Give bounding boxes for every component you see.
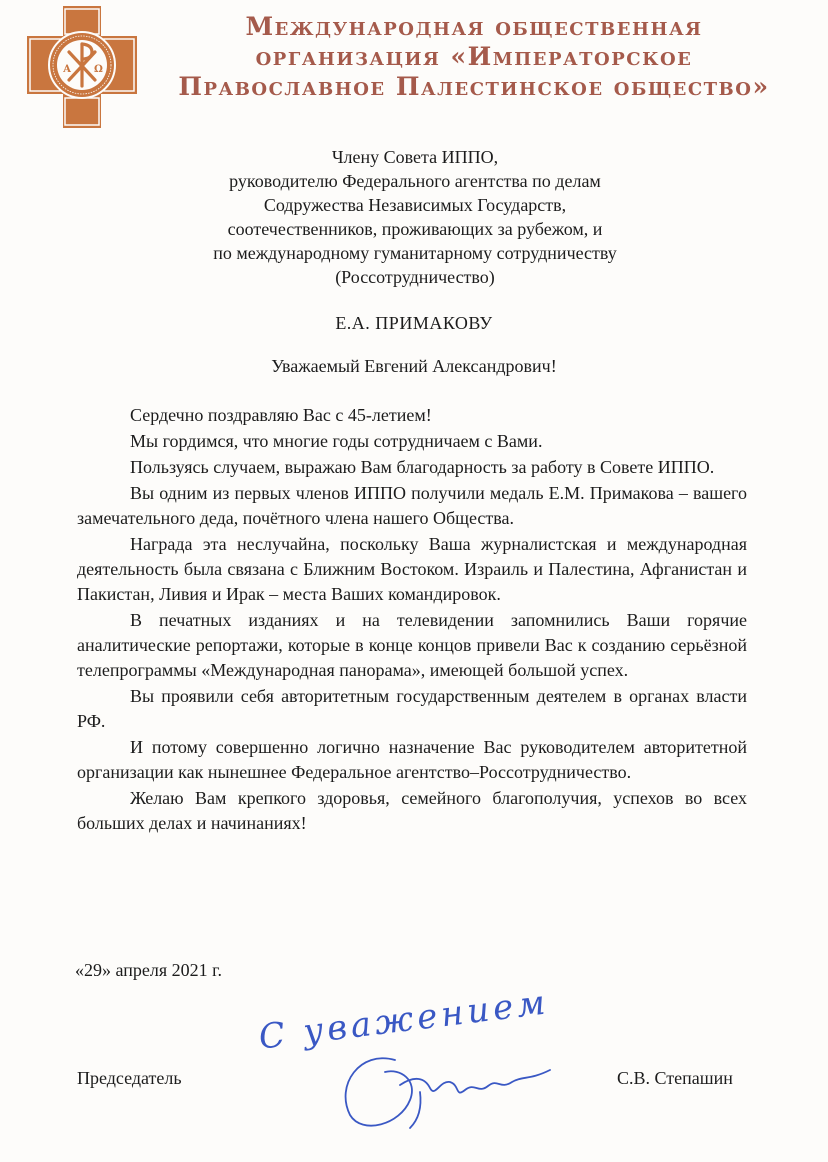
addressee-block	[120, 145, 710, 289]
body-paragraph: Желаю Вам крепкого здоровья, семейного благополучия, успехов во всех больших делах и начинаниях!	[77, 788, 747, 833]
recipient-name: Е.А. ПРИМАКОВУ	[335, 313, 493, 333]
org-title-line-2: организация «Императорское	[255, 42, 693, 71]
handwritten-regards: С уважением	[256, 982, 552, 1058]
signatory-name: С.В. Степашин	[617, 1068, 733, 1088]
body-paragraph: В печатных изданиях и на телевидении запомнились Ваши горячие аналитические репортажи, которые в конце концов привели Вас к созданию серьёзной телепрограммы «Международная панорама», имеющей большой успех.	[77, 610, 747, 680]
omega-letter: Ω	[94, 64, 103, 75]
letter-date: «29» апреля 2021 г.	[75, 960, 222, 980]
addressee-line: (Россотрудничество)	[335, 267, 495, 287]
signatory-position: Председатель	[77, 1068, 182, 1088]
body-paragraph: И потому совершенно логично назначение Вас руководителем авторитетной организации как нынешнее Федеральное агентство–Россотрудничество.	[77, 737, 747, 782]
body-paragraph: Награда эта неслучайна, поскольку Ваша журналистская и международная деятельность была связана с Ближним Востоком. Израиль и Палестина, Афганистан и Пакистан, Ливия и Ирак – места Ваших командировок.	[77, 534, 747, 604]
organization-title	[170, 12, 778, 102]
body-paragraph: Мы гордимся, что многие годы сотрудничаем с Вами.	[130, 431, 543, 451]
signature-scribble	[250, 990, 580, 1140]
body-paragraph: Вы одним из первых членов ИППО получили медаль Е.М. Примакова – вашего замечательного деда, почётного члена нашего Общества.	[77, 483, 747, 528]
letter-body	[77, 403, 747, 837]
society-emblem-logo	[27, 6, 137, 128]
body-paragraph: Пользуясь случаем, выражаю Вам благодарность за работу в Совете ИППО.	[130, 457, 715, 477]
addressee-line: Содружества Независимых Государств,	[263, 195, 567, 215]
body-paragraph: Вы проявили себя авторитетным государственным деятелем в органах власти РФ.	[77, 686, 747, 731]
addressee-line: руководителю Федерального агентства по делам	[229, 171, 601, 191]
addressee-line: Члену Совета ИППО,	[331, 147, 499, 167]
addressee-line: соотечественников, проживающих за рубежом, и	[227, 219, 603, 239]
alpha-letter: А	[63, 64, 72, 75]
addressee-line: по международному гуманитарному сотрудничеству	[213, 243, 617, 263]
salutation: Уважаемый Евгений Александрович!	[271, 356, 557, 376]
org-title-line-3: Православное Палестинское общество»	[178, 72, 770, 101]
body-paragraph: Сердечно поздравляю Вас с 45-летием!	[130, 405, 432, 425]
org-title-line-1: Международная общественная	[245, 12, 703, 41]
